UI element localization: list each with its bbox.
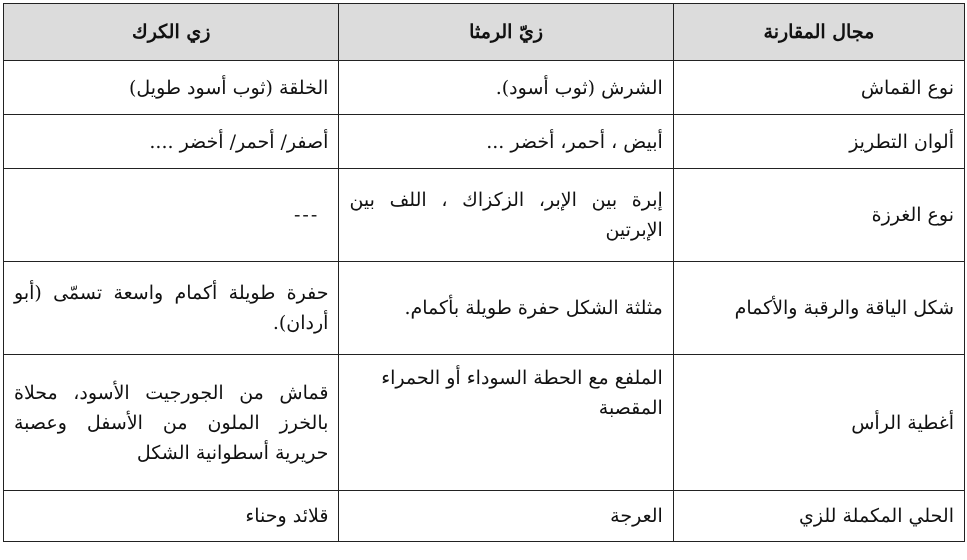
row-ramtha-text: مثلثة الشكل حفرة طويلة بأكمام.	[404, 297, 663, 319]
row-field-text: نوع الغرزة	[871, 204, 954, 226]
table-row	[4, 61, 965, 115]
row-karak-cell	[4, 61, 339, 115]
header-row	[4, 4, 965, 61]
row-ramtha-text: أبيض ، أحمر، أخضر ...	[486, 130, 663, 153]
row-field-text: أغطية الرأس	[851, 411, 954, 434]
row-field-cell	[673, 355, 964, 491]
table-row	[4, 115, 965, 169]
row-field-text: شكل الياقة والرقبة والأكمام	[734, 297, 954, 319]
row-karak-cell	[4, 262, 339, 355]
row-karak-text: أصفر/ أحمر/ أخضر ....	[149, 130, 329, 153]
row-field-cell	[673, 115, 964, 169]
row-karak-cell	[4, 355, 339, 491]
table-header	[4, 4, 965, 61]
table-row	[4, 355, 965, 491]
header-karak: زي الكرك	[4, 4, 339, 61]
header-ramtha: زيّ الرمثا	[339, 4, 673, 61]
row-field-cell	[673, 169, 964, 262]
row-ramtha-cell	[339, 262, 673, 355]
row-karak-cell	[4, 491, 339, 542]
row-field-text: نوع القماش	[860, 76, 954, 99]
row-karak-text: قلائد وحناء	[245, 505, 329, 527]
table-body	[4, 61, 965, 542]
row-ramtha-cell	[339, 61, 673, 115]
row-field-cell	[673, 61, 964, 115]
row-field-text: ألوان التطريز	[849, 130, 954, 153]
row-ramtha-cell	[339, 115, 673, 169]
header-field: مجال المقارنة	[673, 4, 964, 61]
table-row	[4, 169, 965, 262]
comparison-table	[3, 3, 965, 542]
row-field-text: الحلي المكملة للزي	[799, 505, 954, 527]
row-ramtha-text: العرجة	[610, 505, 663, 527]
row-karak-cell	[4, 169, 339, 262]
row-field-cell	[673, 262, 964, 355]
row-ramtha-text: الملفع مع الحطة السوداء أو الحمراء المقصبة	[381, 367, 663, 419]
row-karak-cell	[4, 115, 339, 169]
row-field-cell	[673, 491, 964, 542]
table-row	[4, 262, 965, 355]
row-ramtha-text: الشرش (ثوب أسود).	[495, 76, 663, 99]
row-ramtha-cell	[339, 491, 673, 542]
row-karak-text: حفرة طويلة أكمام واسعة تسمّى (أبو أردان).	[14, 282, 329, 334]
row-ramtha-cell	[339, 355, 673, 491]
row-ramtha-cell	[339, 169, 673, 262]
row-karak-text: الخلقة (ثوب أسود طويل)	[128, 76, 329, 99]
row-ramtha-text: إبرة بين الإبر، الزكزاك ، اللف بين الإبرتين	[349, 189, 663, 241]
row-karak-text: ---	[294, 204, 320, 226]
table-row	[4, 491, 965, 542]
row-karak-text: قماش من الجورجيت الأسود، محلاة بالخرز الملون من الأسفل وعصبة حريرية أسطوانية الشكل	[14, 381, 329, 464]
